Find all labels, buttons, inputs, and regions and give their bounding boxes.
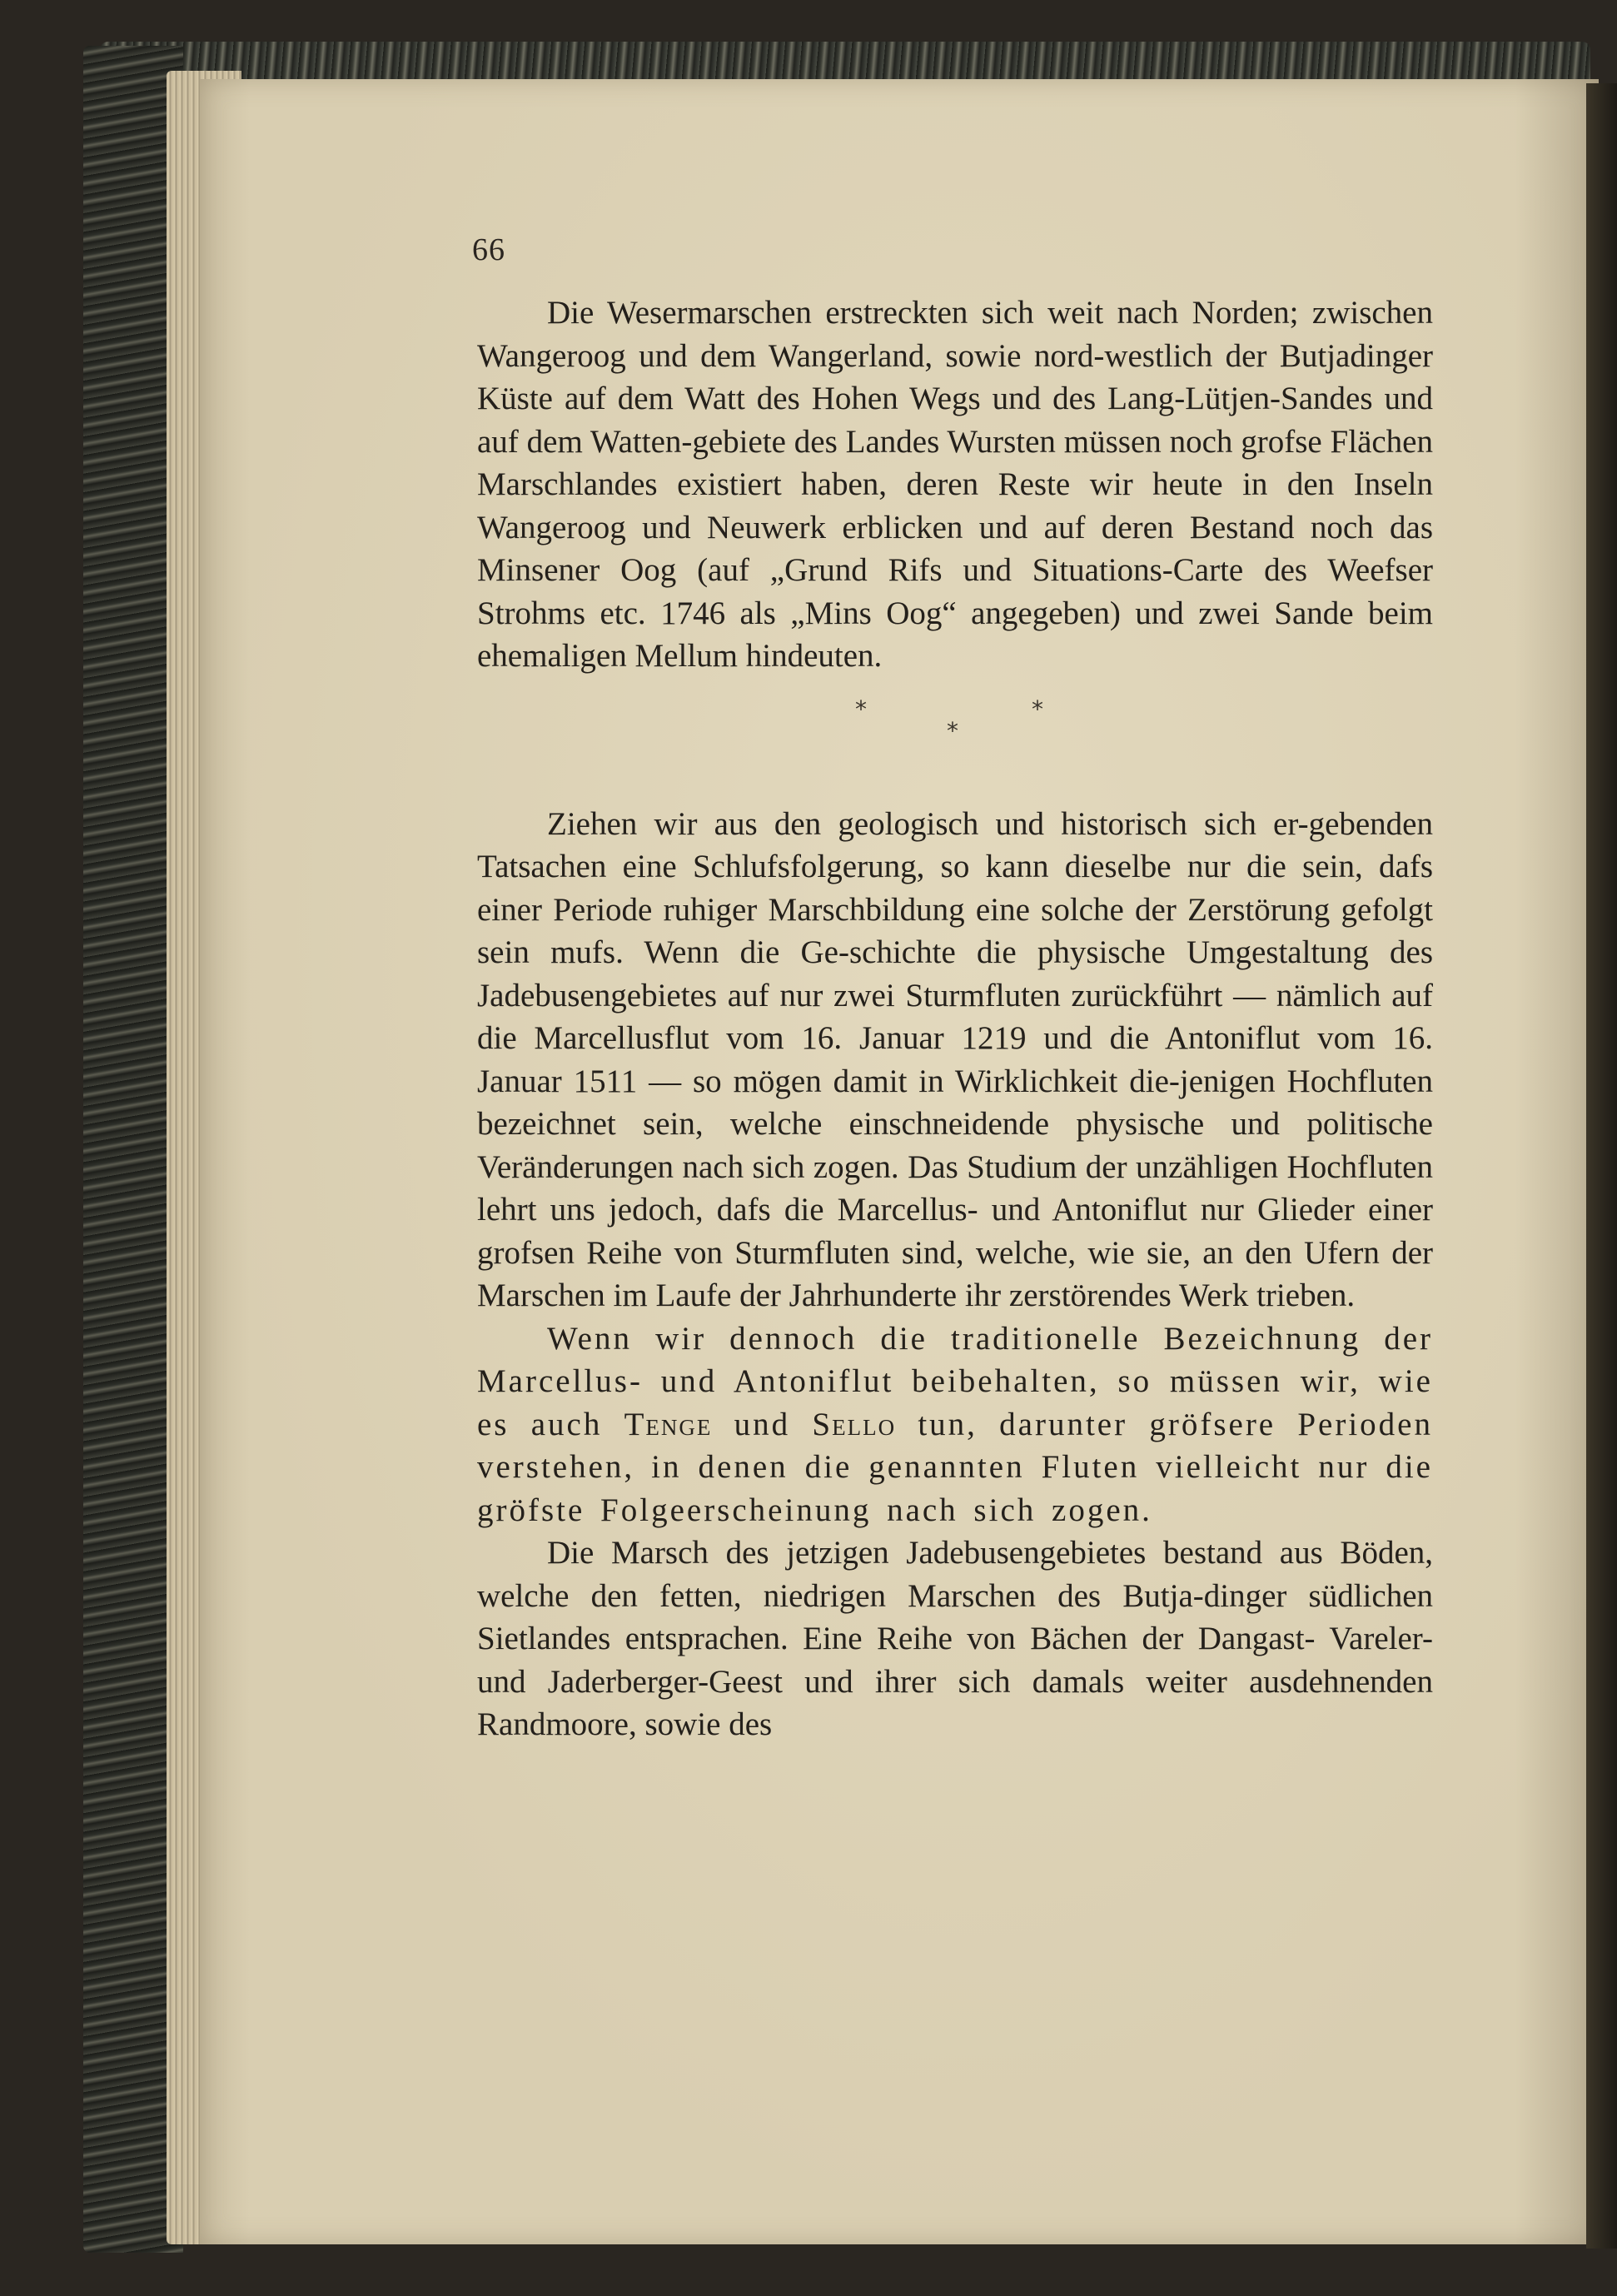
paragraph-3-part1: Wenn wir dennoch die traditionelle Bezeichnung der Marcellus- und Antoniflut beibehalten, so müssen wir, wie es auch (477, 1320, 1433, 1442)
asterisk-middle: * (947, 716, 958, 745)
section-separator (477, 678, 1433, 803)
paragraph-4: Die Marsch des jetzigen Jadebusengebietes bestand aus Böden, welche den fetten, niedrigen Marschen des Butja-dinger südlichen Sietlandes entsprachen. Eine Reihe von Bächen der Dangast- Vareler- und Jaderberger-Geest und ihrer sich damals weiter ausdehnenden Randmoore, sowie des (477, 1535, 1433, 1742)
author-name-tenge: Tenge (624, 1406, 713, 1442)
page-number: 66 (472, 232, 505, 267)
asterisk-left: * (855, 695, 867, 723)
asterisk-right: * (1032, 695, 1043, 723)
author-name-sello: Sello (812, 1406, 897, 1442)
paragraph-2: Ziehen wir aus den geologisch und historisch sich er-gebenden Tatsachen eine Schlufsfolgerung, so kann dieselbe nur die sein, dafs einer Periode ruhiger Marschbildung eine solche der Zerstörung gefolgt sein mufs. Wenn die Ge-schichte die physische Umgestaltung des Jadebusengebietes auf nur zwei Sturmfluten zurückführt — nämlich auf die Marcellusflut vom 16. Januar 1219 und die Antoniflut vom 16. Januar 1511 — so mögen damit in Wirklichkeit die-jenigen Hochfluten bezeichnet sein, welche einschneidende physische und politische Veränderungen nach sich zogen. Das Studium der unzähligen Hochfluten lehrt uns jedoch, dafs die Marcellus- und Antoniflut nur Glieder einer grofsen Reihe von Sturmfluten sind, welche, wie sie, an den Ufern der Marschen im Laufe der Jahrhunderte ihr zerstörendes Werk trieben. (477, 805, 1433, 1313)
paragraph-1: Die Wesermarschen erstreckten sich weit nach Norden; zwischen Wangeroog und dem Wangerland, sowie nord-westlich der Butjadinger Küste auf dem Watt des Hohen Wegs und des Lang-Lütjen-Sandes und auf dem Watten-gebiete des Landes Wursten müssen noch grofse Flächen Marschlandes existiert haben, deren Reste wir heute in den Inseln Wangeroog und Neuwerk erblicken und auf deren Bestand noch das Minsener Oog (auf „Grund Rifs und Situations-Carte des Weefser Strohms etc. 1746 als „Mins Oog“ angegeben) und zwei Sande beim ehemaligen Mellum hindeuten. (477, 295, 1433, 674)
facing-page-shadow (1586, 83, 1617, 2249)
paragraph-3-part2: tun, darunter gröfsere Perioden verstehen, in denen die genannten Fluten vielleicht nur die gröfste Folgeerscheinung nach sich zogen. (477, 1406, 1433, 1528)
body-text (477, 291, 1433, 1746)
paragraph-3-spaced (477, 1317, 1433, 1532)
paragraph-3-and: und (712, 1406, 813, 1442)
